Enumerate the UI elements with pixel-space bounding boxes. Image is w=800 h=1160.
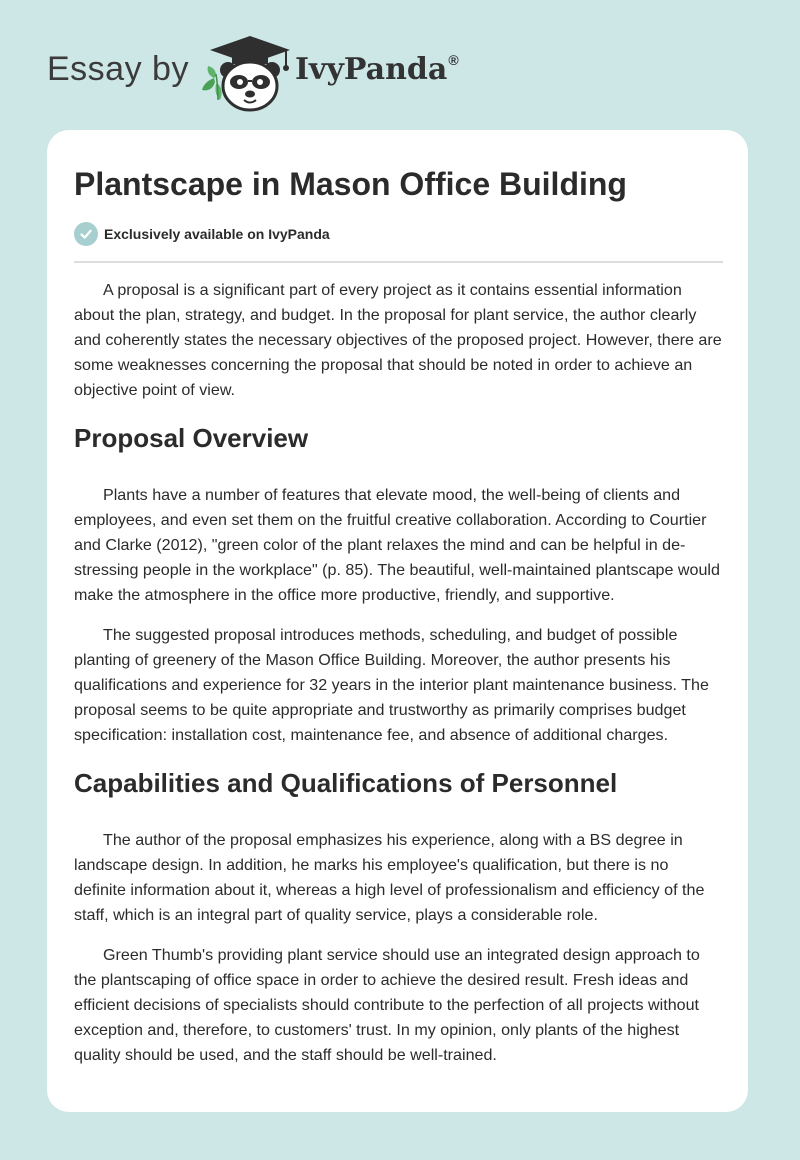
- title-divider: [74, 261, 723, 263]
- body-paragraph: The suggested proposal introduces methods, scheduling, and budget of possible planting of greenery of the Mason Office Building. Moreover, the author presents his qualifications and experience for 32 years in the interior plant maintenance business. The proposal seems to be quite appropriate and trustworthy as primarily comprises budget specification: installation cost, maintenance fee, and absence of additional charges.: [74, 626, 709, 744]
- site-header: [0, 0, 800, 130]
- essay-body: [74, 278, 723, 1083]
- section-heading-proposal-overview: Proposal Overview: [74, 423, 309, 453]
- body-paragraph: Plants have a number of features that elevate mood, the well-being of clients and employees, and even set them on the fruitful creative collaboration. According to Courtier and Clarke (2012), "green color of the plant relaxes the mind and can be helpful in de-stressing people in the workplace" (p. 85). The beautiful, well-maintained plantscape would make the atmosphere in the office more productive, friendly, and supportive.: [74, 486, 720, 604]
- section-heading-capabilities: Capabilities and Qualifications of Personnel: [74, 768, 618, 798]
- body-paragraph: The author of the proposal emphasizes his experience, along with a BS degree in landscape design. In addition, he marks his employee's qualification, but there is no definite information about it, whereas a high level of professionalism and efficiency of the staff, which is an integral part of quality service, plays a considerable role.: [74, 831, 705, 924]
- panda-graduate-logo-icon[interactable]: [200, 34, 296, 114]
- exclusive-badge-label: Exclusively available on IvyPanda: [104, 226, 330, 242]
- essay-card: [47, 130, 748, 1112]
- ivy-leaf-icon: [202, 66, 222, 100]
- essay-by-label: Essay by: [47, 50, 189, 88]
- brand-name[interactable]: IvyPanda®: [295, 52, 459, 87]
- registered-mark: ®: [448, 52, 459, 68]
- body-paragraph: Green Thumb's providing plant service should use an integrated design approach to the plantscaping of office space in order to achieve the desired result. Fresh ideas and efficient decisions of specialists should contribute to the perfection of all projects without exception and, therefore, to customers' trust. In my opinion, only plants of the highest quality should be used, and the staff should be well-trained.: [74, 946, 700, 1064]
- check-icon: [74, 222, 98, 246]
- exclusive-badge: [74, 222, 330, 246]
- essay-title: Plantscape in Mason Office Building: [74, 166, 627, 202]
- intro-paragraph: A proposal is a significant part of every project as it contains essential information about the plan, strategy, and budget. In the proposal for plant service, the author clearly and coherently states the necessary objectives of the proposed project. However, there are some weaknesses concerning the proposal that should be noted in order to achieve an objective point of view.: [74, 281, 722, 399]
